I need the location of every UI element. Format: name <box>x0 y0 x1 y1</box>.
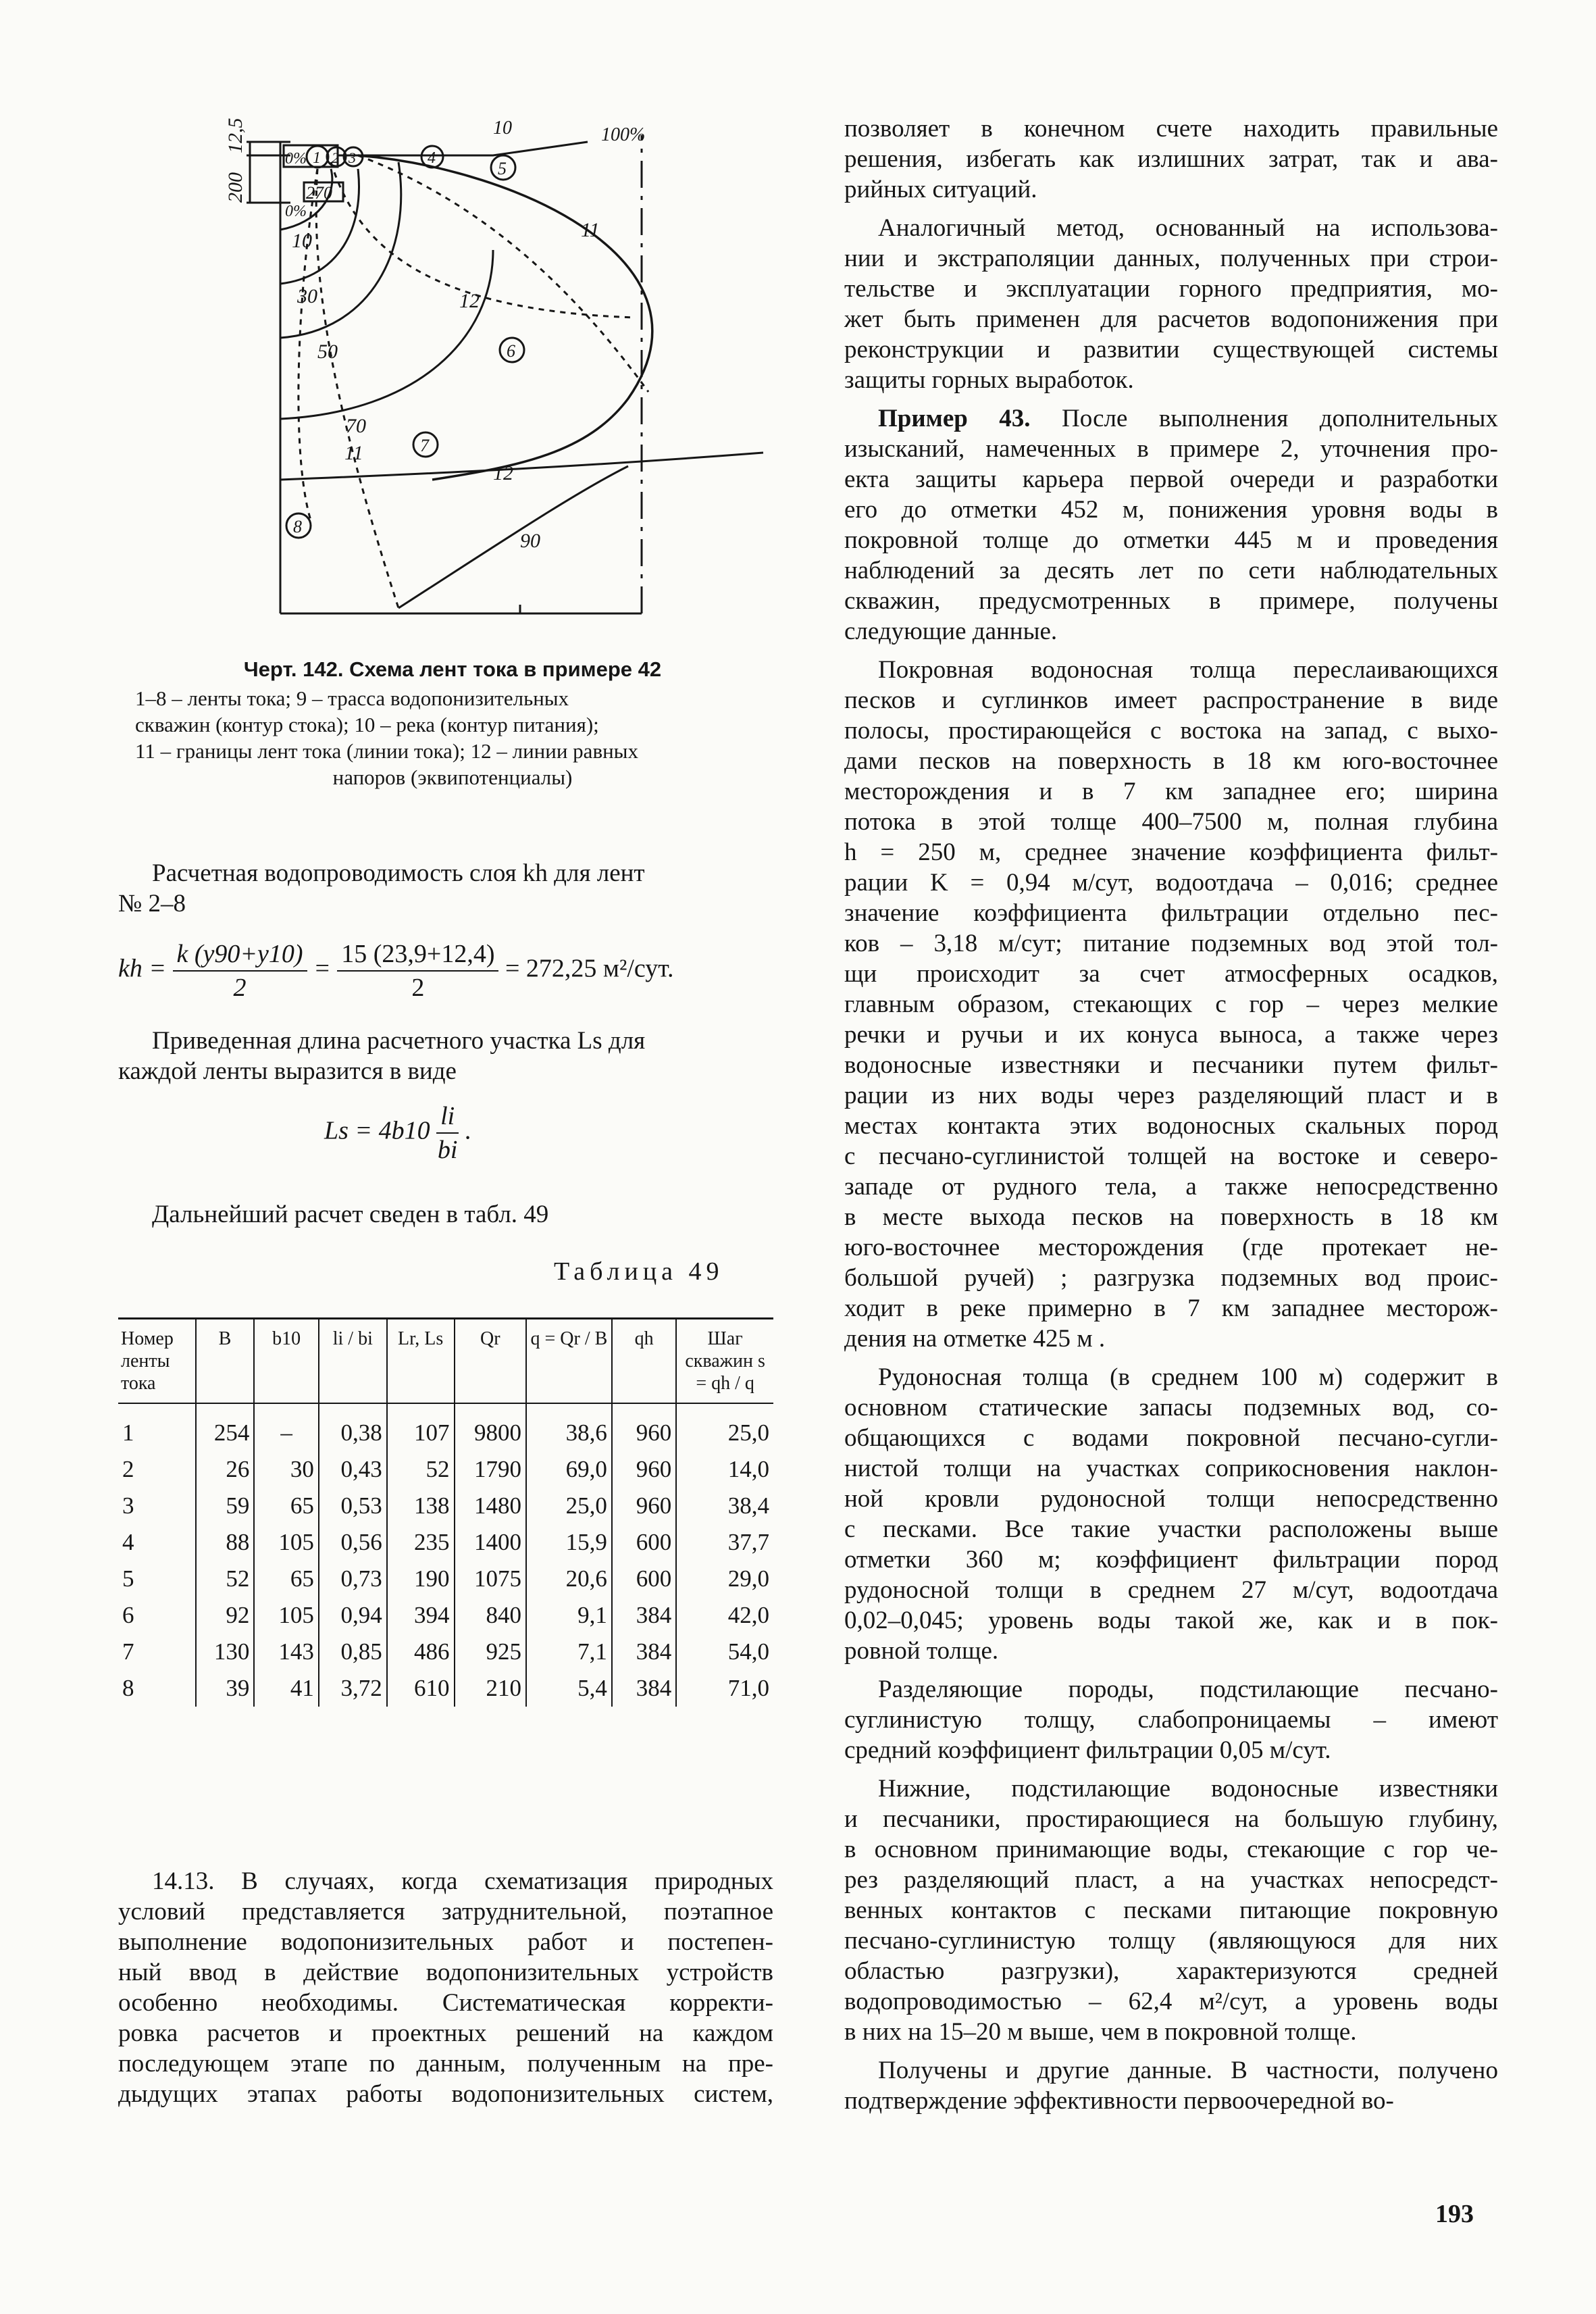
table-cell: 4 <box>122 1529 134 1555</box>
text-line: скважин, предусмотренных в примере, получены <box>844 587 1498 615</box>
label-c1: 1 <box>313 149 321 167</box>
legend-line: напоров (эквипотенциалы) <box>332 765 573 789</box>
table-cell: 0,38 <box>319 1403 387 1451</box>
text-line: значение коэффициента фильтрации отдельно пес- <box>844 899 1498 927</box>
flow-net-diagram <box>115 115 777 642</box>
table-cell: 105 <box>254 1597 318 1634</box>
table-row <box>118 1597 773 1634</box>
table-cell: – <box>254 1403 318 1451</box>
text-line: и песчаники, простирающиеся на большую глубину, <box>844 1805 1498 1833</box>
label-70: 70 <box>346 415 366 437</box>
paragraph <box>844 213 1498 395</box>
equipotential-90 <box>398 466 628 608</box>
figure-142 <box>115 115 777 642</box>
river-line <box>338 142 588 155</box>
col-header: Lr, Ls <box>387 1319 455 1404</box>
table-cell: 65 <box>254 1561 318 1597</box>
text-line: песков и суглинков имеет распространение в виде <box>844 686 1498 714</box>
table-cell: 1480 <box>455 1488 526 1524</box>
table-cell: 384 <box>612 1634 676 1670</box>
table-row <box>118 1524 773 1561</box>
text-line: изысканий, намеченных в примере 2, уточнения про- <box>844 435 1498 463</box>
table-cell: 14,0 <box>676 1451 773 1488</box>
table-cell: 5,4 <box>526 1670 612 1707</box>
text-line: местах контакта этих водоносных скальных пород <box>844 1112 1498 1140</box>
text-line: общающихся с водами покровной песчано-сугли- <box>844 1424 1498 1452</box>
table-cell: 610 <box>387 1670 455 1707</box>
text-line: Разделяющие породы, подстилающие песчано- <box>878 1676 1498 1703</box>
paragraph-table-ref: Дальнейший расчет сведен в табл. 49 <box>152 1201 549 1228</box>
table-cell: 41 <box>254 1670 318 1707</box>
label-0pct-a: 0% <box>285 150 307 168</box>
text-line: жет быть применен для расчетов водопонижения при <box>844 305 1498 333</box>
table-row <box>118 1634 773 1670</box>
label-50: 50 <box>317 341 338 363</box>
figure-caption <box>135 654 770 790</box>
right-column <box>844 114 1498 2124</box>
label-c5: 5 <box>498 159 507 178</box>
text-line: средний коэффициент фильтрации 0,05 м/сут. <box>844 1736 1331 1764</box>
streamline <box>299 169 317 520</box>
table-cell: 960 <box>612 1403 676 1451</box>
table-cell: 42,0 <box>676 1597 773 1634</box>
legend-line: 1–8 – ленты тока; 9 – трасса водопонизительных <box>135 686 569 710</box>
table-cell: 7 <box>122 1638 134 1665</box>
table-cell: 29,0 <box>676 1561 773 1597</box>
label-c3: 3 <box>349 149 356 166</box>
table-cell: 0,94 <box>319 1597 387 1634</box>
text-line: венных контактов с песками питающие покровную <box>844 1896 1498 1924</box>
table-title: Таблица 49 <box>554 1257 724 1286</box>
table-cell: 52 <box>387 1451 455 1488</box>
text-line: подтверждение эффективности первоочередной во- <box>844 2087 1394 2115</box>
text-line: ный ввод в действие водопонизительных устройств <box>118 1959 773 1986</box>
text-line: реконструкции и развитии существующей системы <box>844 336 1498 363</box>
paragraph <box>844 1674 1498 1765</box>
text-line: условий представляется затруднительной, поэтапное <box>118 1898 773 1926</box>
label-11a: 11 <box>581 219 600 241</box>
text-line: отметки 360 м; коэффициент фильтрации пород <box>844 1546 1498 1574</box>
text-line: решения, избегать как излишних затрат, так и ава- <box>844 145 1498 173</box>
table-cell: 130 <box>196 1634 255 1670</box>
paragraph <box>844 1362 1498 1666</box>
col-header: Шаг скважин s = qh / q <box>676 1319 773 1404</box>
table-row <box>118 1561 773 1597</box>
text-line: главным образом, стекающих с гор – через мелкие <box>844 990 1498 1018</box>
table-cell: 25,0 <box>676 1403 773 1451</box>
text-line: рации K = 0,94 м/сут, водоотдача – 0,016; среднее <box>844 869 1498 897</box>
formula-kh: kh = $\frac{k (y90+y10)}{2}$ = $\frac{15 (23,9+12,4)}{2}$ = 272,25 м²/сут. <box>118 940 674 1002</box>
text-line: Нижние, подстилающие водоносные известняки <box>878 1775 1498 1803</box>
text-line: водоносные известняки и песчаники путем фильт- <box>844 1051 1498 1079</box>
table-cell: 0,53 <box>319 1488 387 1524</box>
text-line: следующие данные. <box>844 618 1058 645</box>
paragraph <box>844 114 1498 205</box>
table-cell: 88 <box>196 1524 255 1561</box>
label-11b: 11 <box>344 442 363 464</box>
text-line: дения на отметке 425 м . <box>844 1325 1106 1353</box>
text-line: Получены и другие данные. В частности, получено <box>878 2057 1498 2084</box>
table-cell: 3,72 <box>319 1670 387 1707</box>
table-49 <box>118 1317 773 1707</box>
table-cell: 925 <box>455 1634 526 1670</box>
table-cell: 5 <box>122 1565 134 1592</box>
text-line: его до отметки 452 м, понижения уровня воды в <box>844 496 1498 524</box>
text-line: особенно необходимы. Систематическая корректи- <box>118 1989 773 2017</box>
drainage-contour <box>358 155 652 480</box>
table-cell: 30 <box>254 1451 318 1488</box>
text-line: рудоносной толщи в среднем 27 м/сут, водоотдача <box>844 1576 1498 1604</box>
table-cell: 8 <box>122 1675 134 1701</box>
paragraph <box>844 1774 1498 2047</box>
table-cell: 384 <box>612 1597 676 1634</box>
table-cell: 138 <box>387 1488 455 1524</box>
text-line: дыдущих этапах работы водопонизительных систем, <box>118 2080 773 2108</box>
text-line: рийных ситуаций. <box>844 176 1037 203</box>
table-cell: 0,56 <box>319 1524 387 1561</box>
paragraph <box>844 2055 1498 2116</box>
text-line: Аналогичный метод, основанный на использова- <box>878 214 1498 242</box>
label-c2: 2 <box>332 149 339 166</box>
table-cell: 210 <box>455 1670 526 1707</box>
table-row <box>118 1403 773 1451</box>
paragraph <box>844 655 1498 1354</box>
label-90: 90 <box>520 530 540 552</box>
table-cell: 394 <box>387 1597 455 1634</box>
table-header-row <box>118 1319 773 1404</box>
text-line: Рудоносная толща (в среднем 100 м) содержит в <box>878 1363 1498 1391</box>
text-line: песчано-суглинистую толщу (являющуюся для них <box>844 1927 1498 1955</box>
text-line: дами песков на поверхность в 18 км юго-восточнее <box>844 747 1498 775</box>
table-cell: 600 <box>612 1524 676 1561</box>
paragraph-reduced-length: Приведенная длина расчетного участка Ls для каждой ленты выразится в виде <box>118 1027 646 1085</box>
col-header: Номер ленты тока <box>121 1328 174 1394</box>
label-dim2: 200 <box>224 172 247 203</box>
text-line: ровной толще. <box>844 1637 999 1665</box>
table-row <box>118 1451 773 1488</box>
col-header: Qr <box>455 1319 526 1404</box>
figure-title: Черт. 142. Схема лент тока в примере 42 <box>243 657 662 681</box>
table-cell: 0,43 <box>319 1451 387 1488</box>
label-100pct: 100% <box>601 124 646 145</box>
col-header: B <box>196 1319 255 1404</box>
label-10: 10 <box>292 230 312 252</box>
text-line: речки и ручьи и их конуса выноса, а также через <box>844 1021 1498 1049</box>
text-line: месторождения и в 7 км западнее его; ширина <box>844 778 1498 805</box>
table-cell: 15,9 <box>526 1524 612 1561</box>
text-line: щи происходит за счет атмосферных осадков, <box>844 960 1498 988</box>
text-line: защиты горных выработок. <box>844 366 1134 394</box>
table-cell: 0,85 <box>319 1634 387 1670</box>
table-cell: 235 <box>387 1524 455 1561</box>
text-line: ков – 3,18 м/сут; питание подземных вод этой тол- <box>844 930 1498 957</box>
table-cell: 92 <box>196 1597 255 1634</box>
paragraph <box>844 403 1498 647</box>
table-cell: 960 <box>612 1451 676 1488</box>
text-line: полосы, простирающейся с востока на запад, с выхо- <box>844 717 1498 745</box>
table-cell: 1 <box>122 1419 134 1446</box>
table-cell: 7,1 <box>526 1634 612 1670</box>
text-line: ной кровли рудоносной толщи непосредственно <box>844 1485 1498 1513</box>
table-row <box>118 1670 773 1707</box>
table-body <box>118 1403 773 1707</box>
table-cell: 39 <box>196 1670 255 1707</box>
col-header: li / bi <box>319 1319 387 1404</box>
text-line: выполнение водопонизительных работ и постепен- <box>118 1928 773 1956</box>
label-30: 30 <box>297 285 317 307</box>
text-line: ходит в реке примерно в 7 км западнее месторож- <box>844 1294 1498 1322</box>
text-line: Пример 43. После выполнения дополнительных <box>878 405 1498 432</box>
table-cell: 254 <box>196 1403 255 1451</box>
table-cell: 1400 <box>455 1524 526 1561</box>
text-line: екта защиты карьера первой очереди и разработки <box>844 466 1498 493</box>
text-line: h = 250 м, среднее значение коэффициента фильт- <box>844 838 1498 866</box>
text-line: нистой толщи на участках соприкосновения наклон- <box>844 1455 1498 1482</box>
label-dim1: 12,5 <box>224 118 247 153</box>
formula-ls: Ls = 4b10 $\frac{li}{bi}$ . <box>324 1102 472 1164</box>
table-cell: 600 <box>612 1561 676 1597</box>
table-cell: 59 <box>196 1488 255 1524</box>
text-line: нии и экстраполяции данных, полученных при строи- <box>844 245 1498 272</box>
label-c8: 8 <box>293 517 302 536</box>
table-cell: 1075 <box>455 1561 526 1597</box>
table-cell: 486 <box>387 1634 455 1670</box>
text-line: ровка расчетов и проектных решений на каждом <box>118 2019 773 2047</box>
label-270: 270 <box>306 183 332 203</box>
col-header: q = Qr / B <box>526 1319 612 1404</box>
text-line: основном статические запасы подземных вод, со- <box>844 1394 1498 1422</box>
paragraph-14-13 <box>118 1866 773 2109</box>
text-line: 0,02–0,045; уровень воды такой же, как и в пок- <box>844 1607 1498 1634</box>
table-cell: 2 <box>122 1456 134 1482</box>
table-cell: 840 <box>455 1597 526 1634</box>
col-header: b10 <box>254 1319 318 1404</box>
table-cell: 190 <box>387 1561 455 1597</box>
text-line: водопроводимостью – 62,4 м²/сут, а уровень воды <box>844 1988 1498 2015</box>
table-cell: 384 <box>612 1670 676 1707</box>
table-cell: 26 <box>196 1451 255 1488</box>
label-12a: 12 <box>459 290 480 312</box>
text-line: с песчано-суглинистой толщей на востоке и северо- <box>844 1142 1498 1170</box>
text-line: западе от рудного тела, а также непосредственно <box>844 1173 1498 1201</box>
table-cell: 9,1 <box>526 1597 612 1634</box>
table-row <box>118 1488 773 1524</box>
text-line: потока в этой толще 400–7500 м, полная глубина <box>844 808 1498 836</box>
label-c6: 6 <box>507 341 515 361</box>
label-0pct-b: 0% <box>285 203 307 220</box>
label-c7: 7 <box>420 436 429 455</box>
label-10-top: 10 <box>493 118 512 139</box>
text-line: наблюдений за десять лет по сети наблюдательных <box>844 557 1498 584</box>
text-line: в основном принимающие воды, стекающие с гор че- <box>844 1836 1498 1863</box>
label-c4: 4 <box>428 149 436 167</box>
table-cell: 71,0 <box>676 1670 773 1707</box>
table-cell: 6 <box>122 1602 134 1628</box>
table-cell: 9800 <box>455 1403 526 1451</box>
table-cell: 107 <box>387 1403 455 1451</box>
table-cell: 38,4 <box>676 1488 773 1524</box>
text-line: в месте выхода песков на поверхность в 18 км <box>844 1203 1498 1231</box>
text-line: рез разделяющий пласт, а на участках непосредст- <box>844 1866 1498 1894</box>
table-cell: 0,73 <box>319 1561 387 1597</box>
text-line: 14.13. В случаях, когда схематизация природных <box>152 1867 773 1895</box>
figure-legend <box>135 685 770 790</box>
label-12b: 12 <box>493 462 513 484</box>
text-line: юго-восточнее месторождения (где протекает не- <box>844 1234 1498 1261</box>
page-number: 193 <box>1435 2200 1474 2228</box>
table-cell: 54,0 <box>676 1634 773 1670</box>
text-line: областью разгрузки), характеризуются средней <box>844 1957 1498 1985</box>
table-cell: 69,0 <box>526 1451 612 1488</box>
table-cell: 37,7 <box>676 1524 773 1561</box>
table-cell: 52 <box>196 1561 255 1597</box>
text-line: последующем этапе по данным, полученным на пре- <box>118 2050 773 2078</box>
col-header: qh <box>612 1319 676 1404</box>
text-line: Покровная водоносная толща переслаивающихся <box>878 656 1498 684</box>
text-line: большой ручей) ; разгрузка подземных вод проис- <box>844 1264 1498 1292</box>
text-line: суглинистую толщу, слабопроницаемы – имеют <box>844 1706 1498 1734</box>
text-line: с песками. Все такие участки расположены выше <box>844 1515 1498 1543</box>
text-line: позволяет в конечном счете находить правильные <box>844 115 1498 143</box>
table-cell: 20,6 <box>526 1561 612 1597</box>
legend-line: 11 – границы лент тока (линии тока); 12 – линии равных <box>135 739 638 763</box>
streamline <box>316 169 398 608</box>
text-line: покровной толще до отметки 445 м и проведения <box>844 526 1498 554</box>
table-cell: 38,6 <box>526 1403 612 1451</box>
text-line: тельстве и эксплуатации горного предприятия, мо- <box>844 275 1498 303</box>
table-cell: 960 <box>612 1488 676 1524</box>
text-line: в них на 15–20 м выше, чем в покровной толще. <box>844 2018 1357 2046</box>
table-cell: 3 <box>122 1492 134 1519</box>
table-cell: 105 <box>254 1524 318 1561</box>
table-cell: 1790 <box>455 1451 526 1488</box>
text-line: рации из них воды через разделяющий пласт и в <box>844 1082 1498 1109</box>
table-cell: 25,0 <box>526 1488 612 1524</box>
table-cell: 65 <box>254 1488 318 1524</box>
legend-line: скважин (контур стока); 10 – река (контур питания); <box>135 713 599 736</box>
paragraph-transmissivity: Расчетная водопроводимость слоя kh для лент № 2–8 <box>118 859 645 917</box>
table-cell: 143 <box>254 1634 318 1670</box>
